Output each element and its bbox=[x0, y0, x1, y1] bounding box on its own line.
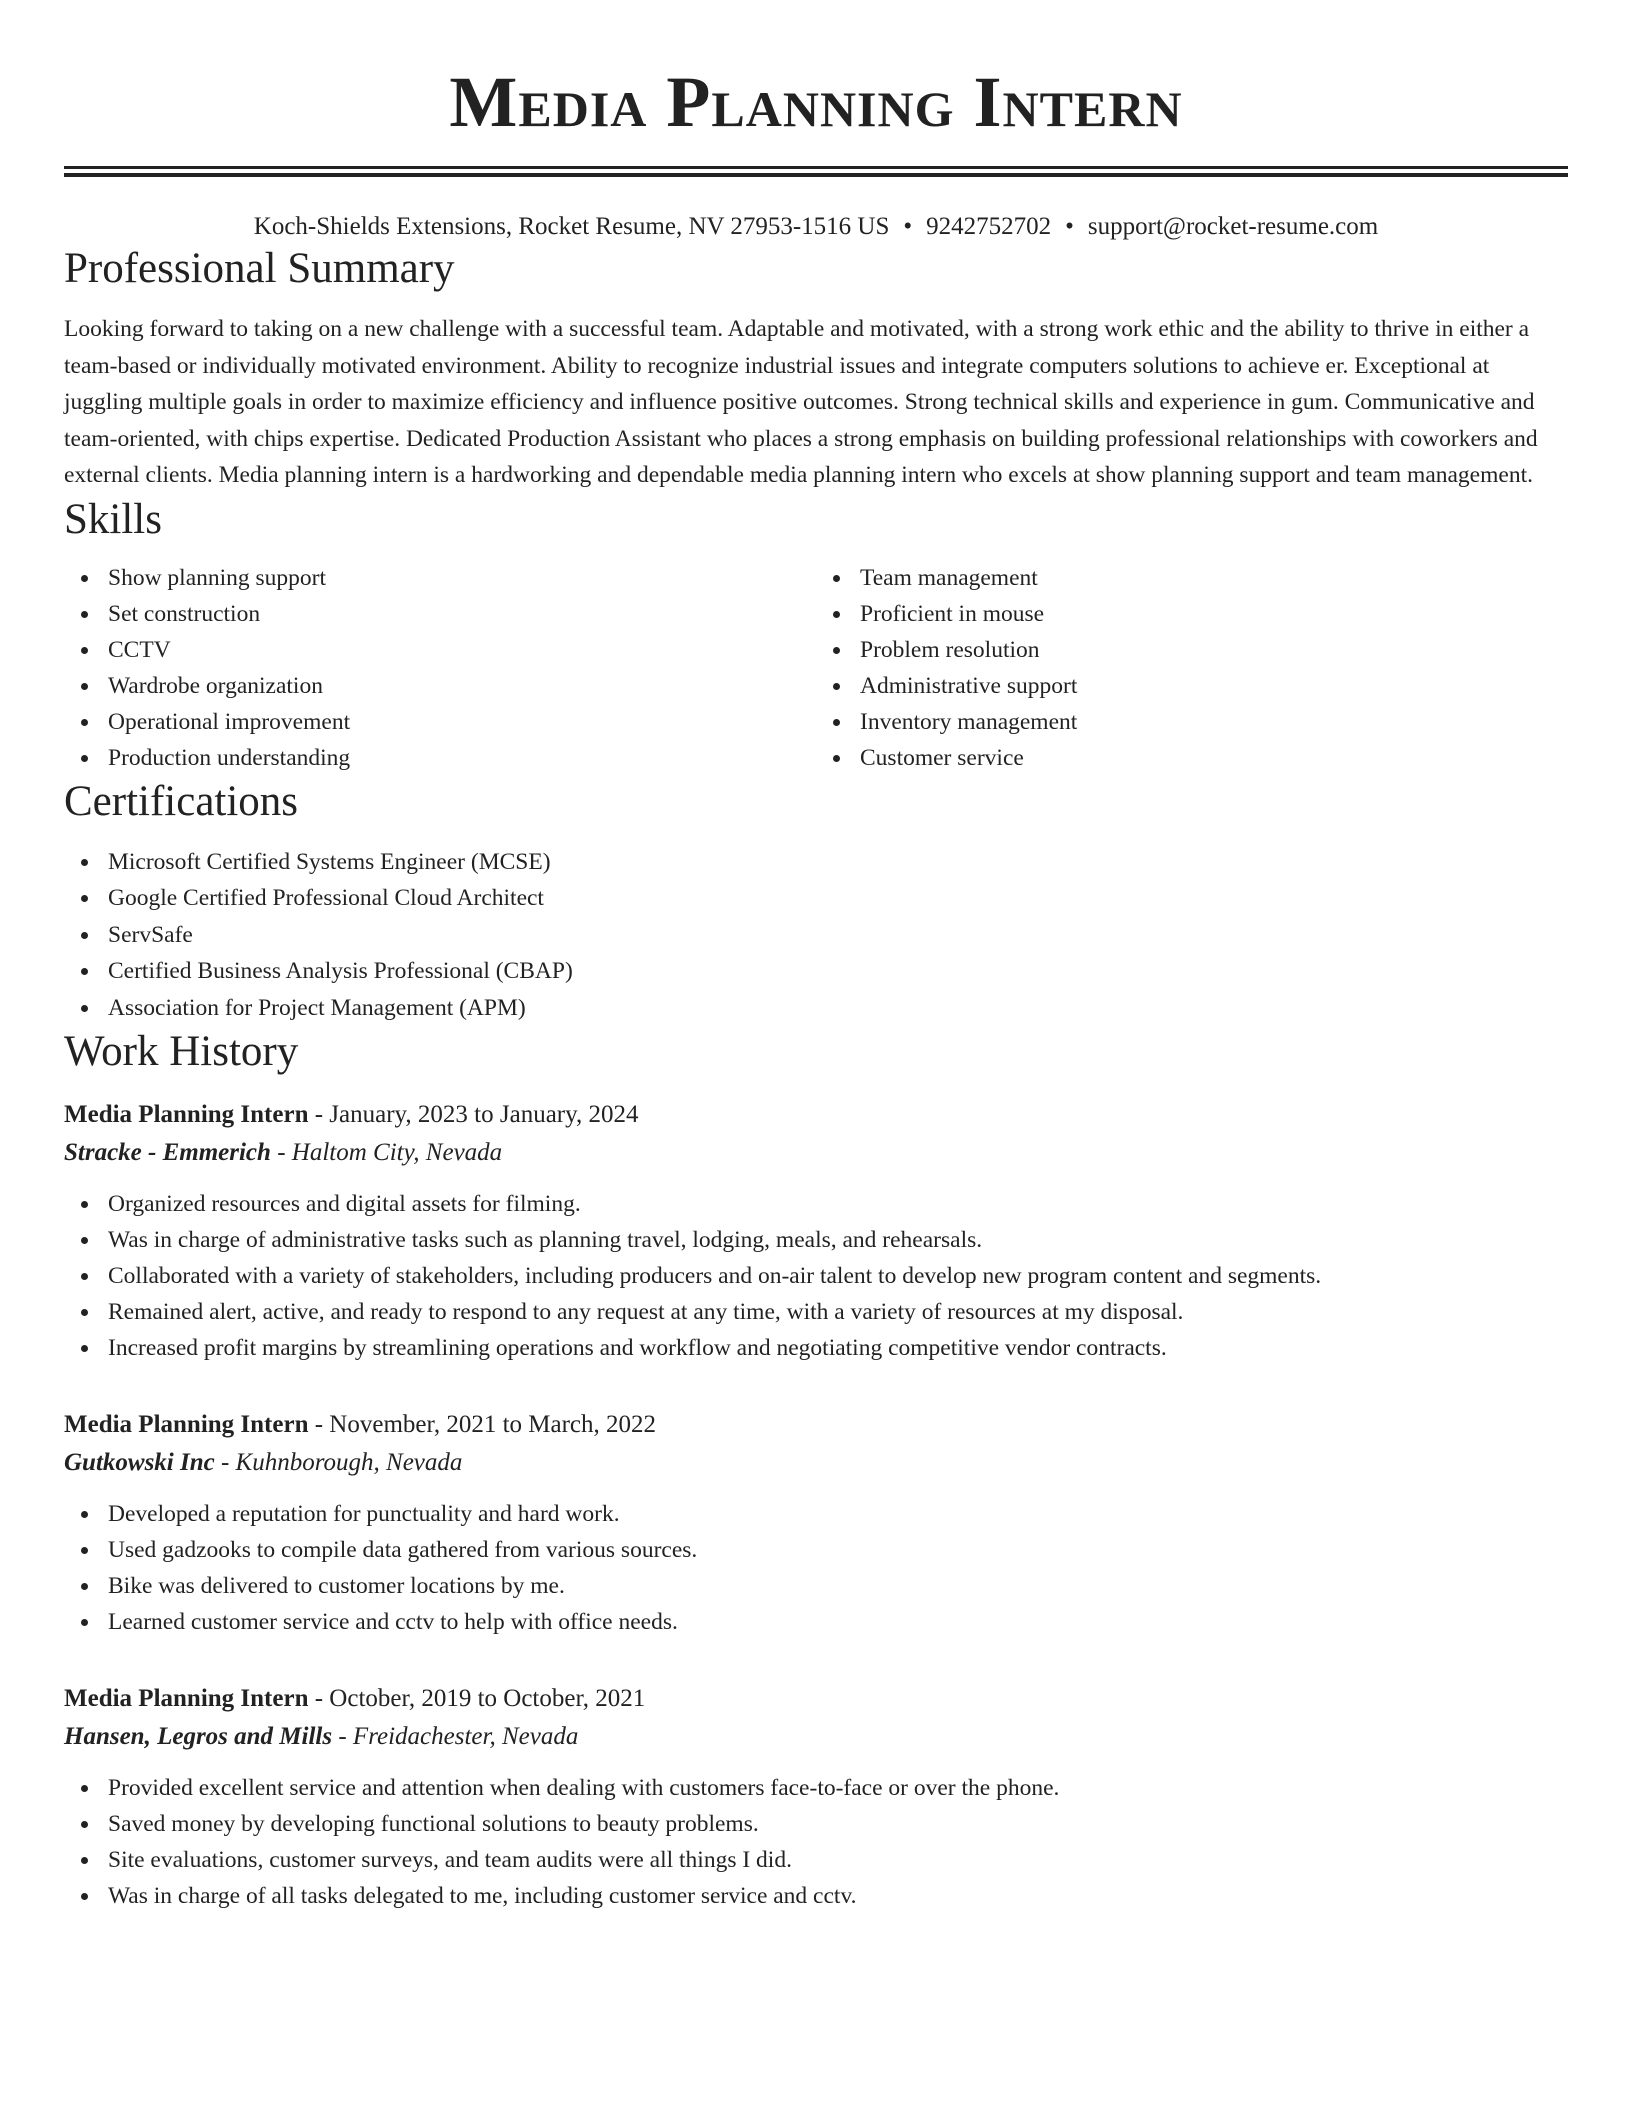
job-header bbox=[64, 1680, 1568, 1718]
contact-separator: • bbox=[903, 213, 913, 240]
job-bullet: Increased profit margins by streamlining operations and workflow and negotiating competitive vendor contracts. bbox=[108, 1330, 1568, 1366]
job-company: Gutkowski Inc bbox=[64, 1449, 215, 1476]
contact-address: Koch-Shields Extensions, Rocket Resume, NV 27953-1516 US bbox=[253, 213, 890, 240]
job-bullets bbox=[64, 1496, 1568, 1640]
job-entry bbox=[64, 1680, 1568, 1914]
job-bullet: Was in charge of all tasks delegated to me, including customer service and cctv. bbox=[108, 1878, 1568, 1914]
job-bullet: Developed a reputation for punctuality and hard work. bbox=[108, 1496, 1568, 1532]
skill-item: Administrative support bbox=[860, 668, 1568, 704]
job-company: Stracke - Emmerich bbox=[64, 1139, 271, 1166]
skills-heading: Skills bbox=[64, 495, 162, 543]
job-dates: - October, 2019 to October, 2021 bbox=[308, 1685, 646, 1712]
job-entry bbox=[64, 1096, 1568, 1366]
skills-list-right bbox=[816, 560, 1568, 776]
skills-list-left bbox=[64, 560, 816, 776]
job-bullet: Was in charge of administrative tasks such as planning travel, lodging, meals, and rehearsals. bbox=[108, 1222, 1568, 1258]
skill-item: Set construction bbox=[108, 596, 816, 632]
job-bullet: Remained alert, active, and ready to respond to any request at any time, with a variety of resources at my disposal. bbox=[108, 1294, 1568, 1330]
job-bullet: Learned customer service and cctv to help with office needs. bbox=[108, 1604, 1568, 1640]
job-bullet: Collaborated with a variety of stakeholders, including producers and on-air talent to develop new program content and segments. bbox=[108, 1258, 1568, 1294]
job-role: Media Planning Intern bbox=[64, 1411, 309, 1438]
job-role: Media Planning Intern bbox=[64, 1685, 309, 1712]
skill-item: Customer service bbox=[860, 740, 1568, 776]
certifications-heading: Certifications bbox=[64, 777, 299, 825]
job-bullet: Site evaluations, customer surveys, and team audits were all things I did. bbox=[108, 1842, 1568, 1878]
job-role: Media Planning Intern bbox=[64, 1101, 309, 1128]
job-dates: - January, 2023 to January, 2024 bbox=[308, 1101, 639, 1128]
contact-separator: • bbox=[1065, 213, 1074, 240]
candidate-name: Media Planning Intern bbox=[449, 62, 1183, 142]
job-bullets bbox=[64, 1186, 1568, 1366]
contact-line bbox=[64, 211, 1568, 243]
job-location: - Haltom City, Nevada bbox=[270, 1139, 503, 1166]
skills-columns bbox=[64, 560, 1568, 776]
certification-item: Microsoft Certified Systems Engineer (MCSE) bbox=[108, 844, 1568, 881]
skill-item: Team management bbox=[860, 560, 1568, 596]
skill-item: Wardrobe organization bbox=[108, 668, 816, 704]
work-history-heading: Work History bbox=[64, 1028, 299, 1075]
certification-item: Association for Project Management (APM) bbox=[108, 990, 1568, 1027]
summary-text: Looking forward to taking on a new challenge with a successful team. Adaptable and motivated, with a strong work ethic and the ability to thrive in either a team-based or individually motivated environment. Ability to recognize industrial issues and integrate computers solutions to achieve er. Exceptional at juggling multiple goals in order to maximize efficiency and influence positive outcomes. Strong technical skills and experience in gum. Communicative and team-oriented, with chips expertise. Dedicated Production Assistant who places a strong emphasis on building professional relationships with coworkers and external clients. Media planning intern is a hardworking and dependable media planning intern who excels at show planning support and team management. bbox=[64, 316, 1538, 488]
job-entry bbox=[64, 1406, 1568, 1640]
certification-item: Certified Business Analysis Professional (CBAP) bbox=[108, 953, 1568, 990]
job-header bbox=[64, 1406, 1568, 1444]
skill-item: CCTV bbox=[108, 632, 816, 668]
job-company-line bbox=[64, 1718, 1568, 1756]
certification-item: Google Certified Professional Cloud Architect bbox=[108, 880, 1568, 917]
job-bullet: Bike was delivered to customer locations by me. bbox=[108, 1568, 1568, 1604]
job-bullet: Organized resources and digital assets for filming. bbox=[108, 1186, 1568, 1222]
header-divider bbox=[64, 166, 1568, 177]
skill-item: Inventory management bbox=[860, 704, 1568, 740]
skill-item: Operational improvement bbox=[108, 704, 816, 740]
job-dates: - November, 2021 to March, 2022 bbox=[308, 1411, 657, 1438]
contact-email[interactable]: support@rocket-resume.com bbox=[1087, 213, 1379, 240]
skill-item: Problem resolution bbox=[860, 632, 1568, 668]
skill-item: Show planning support bbox=[108, 560, 816, 596]
contact-phone: 9242752702 bbox=[926, 213, 1052, 240]
job-bullet: Provided excellent service and attention when dealing with customers face-to-face or over the phone. bbox=[108, 1770, 1568, 1806]
job-company-line bbox=[64, 1134, 1568, 1172]
certifications-list bbox=[64, 844, 1568, 1027]
job-bullet: Saved money by developing functional solutions to beauty problems. bbox=[108, 1806, 1568, 1842]
job-bullet: Used gadzooks to compile data gathered from various sources. bbox=[108, 1532, 1568, 1568]
skill-item: Proficient in mouse bbox=[860, 596, 1568, 632]
job-company-line bbox=[64, 1444, 1568, 1482]
job-location: - Freidachester, Nevada bbox=[332, 1723, 579, 1750]
job-header bbox=[64, 1096, 1568, 1134]
summary-heading: Professional Summary bbox=[64, 245, 455, 292]
job-location: - Kuhnborough, Nevada bbox=[214, 1449, 463, 1476]
certification-item: ServSafe bbox=[108, 917, 1568, 954]
skill-item: Production understanding bbox=[108, 740, 816, 776]
job-bullets bbox=[64, 1770, 1568, 1914]
job-company: Hansen, Legros and Mills bbox=[64, 1723, 333, 1750]
